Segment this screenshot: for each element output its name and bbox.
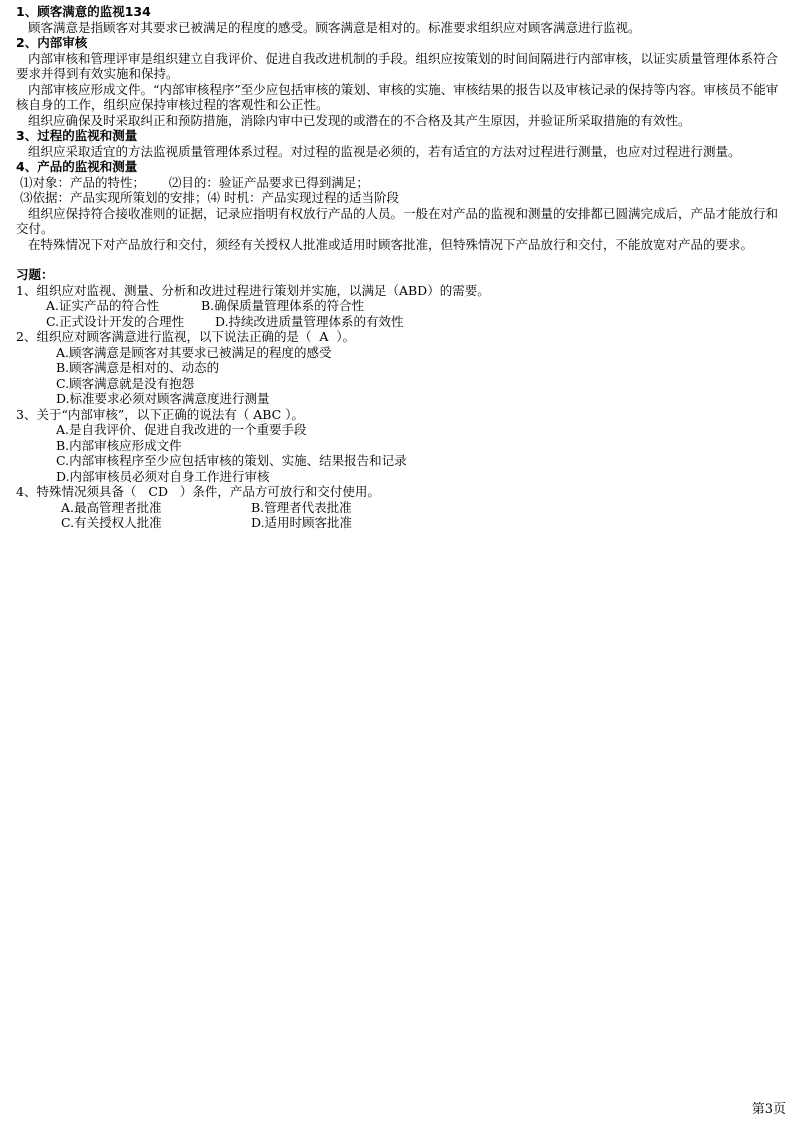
- question-4: [16, 484, 780, 531]
- option-b: B.顾客满意是相对的、动态的: [56, 360, 220, 375]
- paragraph: 组织应保持符合接收准则的证据，记录应指明有权放行产品的人员。一般在对产品的监视和测量的安排都已圆满完成后，产品才能放行和交付。: [16, 205, 779, 236]
- option-a: A.顾客满意是顾客对其要求已被满足的程度的感受: [56, 344, 332, 360]
- product-monitoring-line: ⑶依据：产品实现所策划的安排；⑷ 时机：产品实现过程的适当阶段: [20, 190, 399, 205]
- option-a: A.是自我评价、促进自我改进的一个重要手段: [56, 422, 307, 437]
- option-a: A.证实产品的符合性: [46, 298, 160, 313]
- option-row: [16, 298, 780, 314]
- option-b: B.确保质量管理体系的符合性: [201, 298, 365, 313]
- question-stem: 1、组织应对监视、测量、分析和改进过程进行策划并实施，以满足（ABD）的需要。: [16, 282, 490, 298]
- option-c: C.内部审核程序至少应包括审核的策划、实施、结果报告和记录: [56, 453, 407, 468]
- section-heading: 4、产品的监视和测量: [16, 159, 138, 174]
- product-monitoring-line: ⑴对象：产品的特性； ⑵目的：验证产品要求已得到满足；: [20, 174, 369, 190]
- paragraph: 在特殊情况下对产品放行和交付，须经有关授权人批准或适用时顾客批准，但特殊情况下产品放行和交付，不能放宽对产品的要求。: [28, 236, 754, 252]
- section-process-monitoring: [16, 128, 780, 159]
- section-heading: 3、过程的监视和测量: [16, 128, 138, 143]
- option-row: [16, 515, 780, 531]
- option-d: D.标准要求必须对顾客满意度进行测量: [56, 391, 270, 406]
- question-stem: 2、组织应对顾客满意进行监视，以下说法正确的是（ A ）。: [16, 329, 356, 344]
- paragraph: 组织应采取适宜的方法监视质量管理体系过程。对过程的监视是必须的，若有适宜的方法对过程进行测量，也应对过程进行测量。: [28, 143, 741, 159]
- question-3: [16, 407, 780, 485]
- document-page: [16, 4, 780, 531]
- option-d: D.适用时顾客批准: [251, 515, 353, 530]
- question-2: [16, 329, 780, 407]
- option-row: [16, 500, 780, 516]
- page-number: 第3页: [751, 1102, 786, 1117]
- option-c: C.顾客满意就是没有抱怨: [56, 375, 195, 391]
- spacer: [16, 252, 780, 267]
- option-d: D.持续改进质量管理体系的有效性: [215, 313, 404, 329]
- option-row: [16, 314, 780, 330]
- section-internal-audit: [16, 35, 780, 128]
- paragraph: 内部审核应形成文件。“内部审核程序”至少应包括审核的策划、审核的实施、审核结果的报告以及审核记录的保持等内容。审核员不能审核自身的工作，组织应保持审核过程的客观性和公正性。: [16, 81, 779, 112]
- paragraph: 组织应确保及时采取纠正和预防措施，消除内审中已发现的或潜在的不合格及其产生原因，并验证所采取措施的有效性。: [28, 112, 691, 128]
- option-b: B.管理者代表批准: [251, 499, 352, 515]
- option-d: D.内部审核员必须对自身工作进行审核: [56, 468, 270, 484]
- question-stem: 3、关于“内部审核”，以下正确的说法有（ ABC ）。: [16, 406, 304, 422]
- section-product-monitoring: [16, 159, 780, 252]
- exercises-section: [16, 267, 780, 531]
- option-a: A.最高管理者批准: [61, 499, 162, 515]
- option-c: C.有关授权人批准: [61, 515, 162, 530]
- option-b: B.内部审核应形成文件: [56, 437, 182, 453]
- paragraph: 内部审核和管理评审是组织建立自我评价、促进自我改进机制的手段。组织应按策划的时间间隔进行内部审核，以证实质量管理体系符合要求并得到有效实施和保持。: [16, 50, 779, 81]
- question-1: [16, 283, 780, 330]
- section-customer-satisfaction: [16, 4, 780, 35]
- section-heading: 2、内部审核: [16, 35, 88, 50]
- question-stem: 4、特殊情况须具备（ CD ）条件，产品方可放行和交付使用。: [16, 484, 380, 499]
- exercises-heading: 习题：: [16, 267, 54, 282]
- option-c: C.正式设计开发的合理性: [46, 313, 185, 329]
- section-heading: 1、顾客满意的监视134: [16, 4, 151, 19]
- paragraph: 顾客满意是指顾客对其要求已被满足的程度的感受。顾客满意是相对的。标准要求组织应对顾客满意进行监视。: [28, 19, 641, 35]
